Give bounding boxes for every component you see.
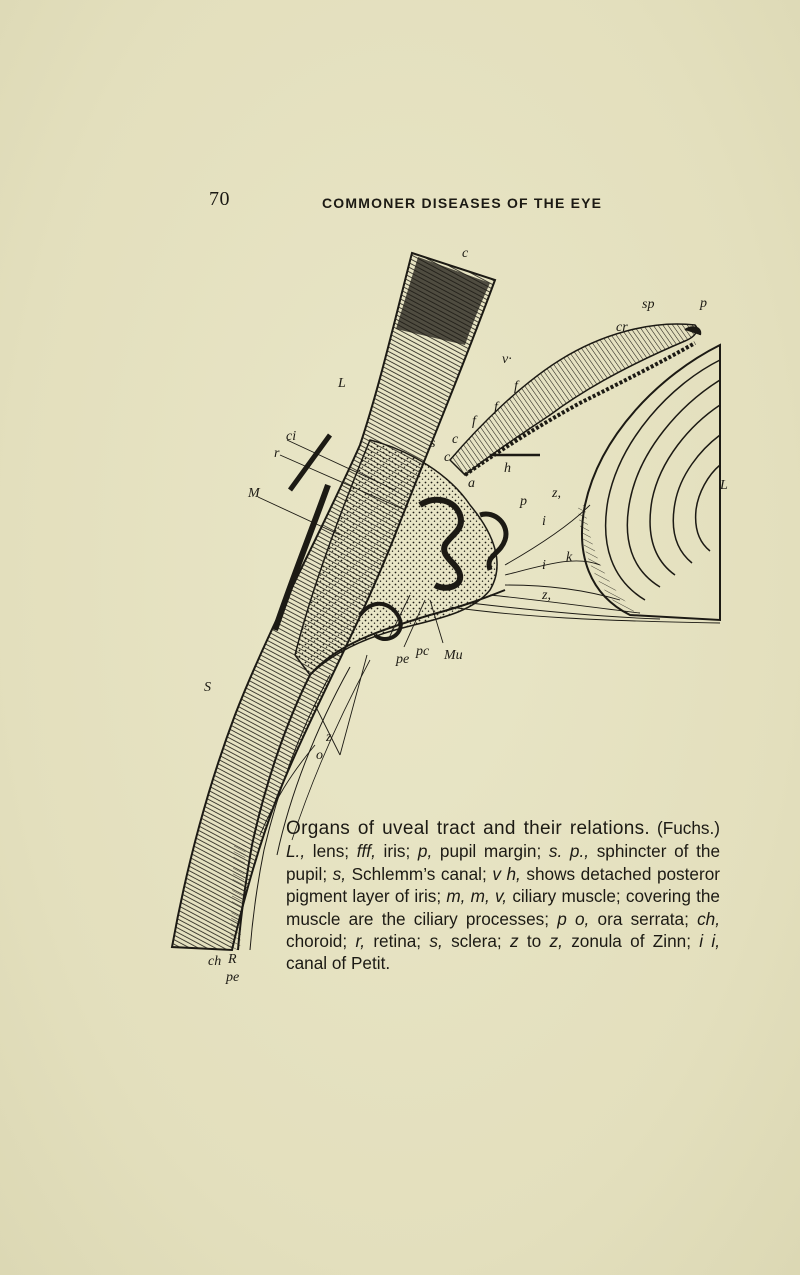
caption-text: to [518,931,550,952]
label-pe2: pe [226,970,240,985]
label-M: M [248,486,260,501]
label-c: c [462,246,469,261]
caption-symbol: m, m, v, [446,886,508,907]
label-p-mid: p [520,494,527,509]
label-ci: ci [286,429,297,444]
label-s: s [430,436,436,451]
label-cr: cr [616,320,628,335]
label-pc: pc [416,644,430,659]
caption-text: sclera; [442,931,510,952]
label-f2: f [494,400,498,415]
label-f3: f [472,414,476,429]
label-pe: pe [396,652,410,667]
label-z2: z, [542,588,551,603]
caption-lead: Organs of uveal tract and their relations. [286,818,650,839]
caption-symbol: s, [332,863,347,884]
caption-text: (Fuchs.) [656,818,720,838]
page-header [0,188,800,218]
caption-text: ora serrata; [589,908,698,929]
label-R: R [228,952,237,967]
label-c2: c [452,432,459,447]
label-i2: i [542,558,546,573]
label-i1: i [542,514,546,529]
figure-caption [286,817,720,975]
caption-symbol: L., [286,841,306,862]
caption-text: ciliary muscle; covering the muscle are the ciliary processes; [286,886,720,929]
caption-text: zonula of Zinn; [562,931,700,952]
label-Mu: Mu [444,648,463,663]
caption-text: canal of Petit. [286,953,391,974]
caption-text: Schlemm’s canal; [346,863,493,884]
label-sp: sp [642,297,655,312]
caption-text: choroid; [286,931,356,952]
label-p-top: p [700,296,707,311]
caption-text: iris; [375,841,418,862]
caption-symbol: r, [355,931,366,952]
caption-symbol: s, [429,931,443,952]
iris [450,324,700,475]
caption-symbol: v h, [492,863,521,884]
label-ch: ch [208,954,222,969]
label-h: h [504,461,511,476]
caption-symbol: fff, [356,841,376,862]
label-a: a [468,476,475,491]
label-c3: c [444,450,451,465]
label-o: o [316,748,323,763]
page-number: 70 [209,188,230,210]
caption-symbol: z, [549,931,563,952]
label-S: S [204,680,211,695]
caption-text: shows detached posteror pigment layer of iris; [286,863,720,907]
caption-symbol: ch, [697,908,721,929]
label-z3: z [326,730,332,745]
label-k: k [566,550,573,565]
label-L-right: L [720,478,728,493]
caption-body [286,818,720,973]
caption-symbol: i i, [699,931,721,952]
caption-text: lens; [305,841,357,862]
caption-text: pupil margin; [432,841,549,862]
caption-text: retina; [365,931,430,952]
caption-text: sphincter of the pupil; [286,841,721,884]
caption-symbol: p o, [557,908,590,929]
label-f1: f [514,379,518,394]
running-head: COMMONER DISEASES OF THE EYE [322,195,603,211]
label-z1: z, [552,486,561,501]
label-r: r [274,446,280,461]
lens [578,345,720,620]
label-L-left: L [338,376,346,391]
caption-symbol: z [510,931,519,952]
label-v: v· [502,352,512,367]
caption-symbol: p, [417,841,433,862]
caption-symbol: s. p., [548,841,590,862]
